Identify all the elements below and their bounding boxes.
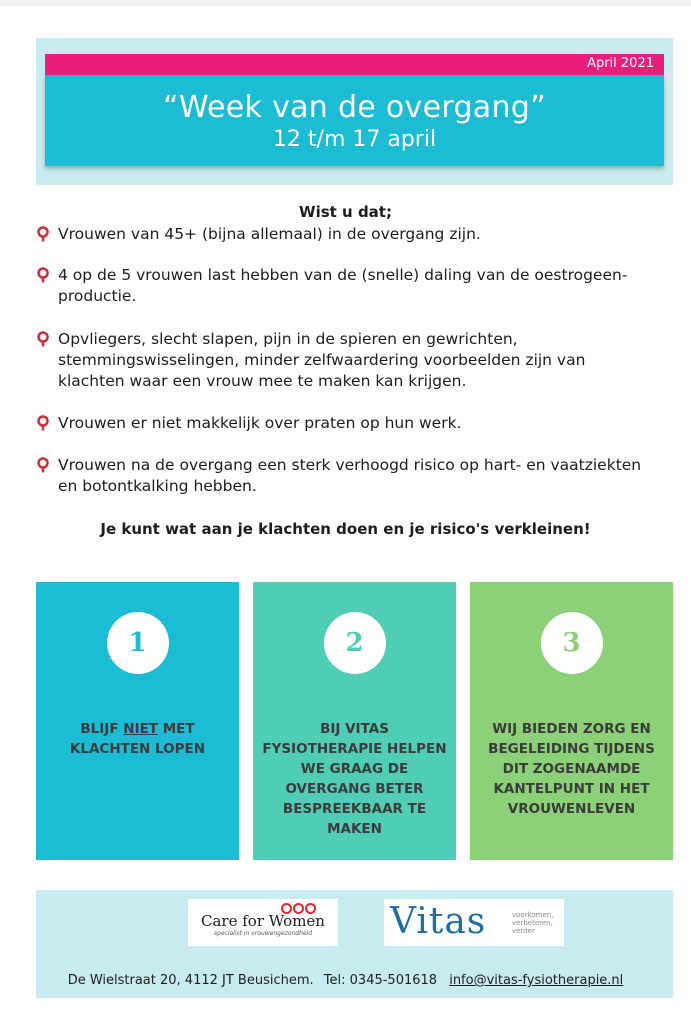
logo-name: Vitas [390, 901, 487, 942]
title-banner [45, 75, 664, 166]
fact-item [36, 329, 656, 392]
step-text-part: BLIJF [80, 721, 124, 737]
logo-slogan: voorkomen, verbeteren, verder [512, 911, 554, 935]
step-card-2 [253, 582, 456, 860]
page-title: “Week van de overgang” [163, 90, 546, 125]
callout-text: Je kunt wat aan je klachten doen en je risico's verkleinen! [100, 520, 591, 538]
date-label: April 2021 [587, 56, 654, 71]
fact-text: Vrouwen er niet makkelijk over praten op hun werk. [58, 414, 462, 432]
care-for-women-logo [188, 899, 338, 946]
contact-line [0, 973, 691, 988]
female-symbol-icon [36, 455, 58, 497]
step-number-badge: 1 [107, 612, 169, 674]
logo-tagline: specialist in vrouwengezondheid [213, 930, 313, 937]
top-strip [0, 0, 691, 6]
female-symbol-icon [36, 265, 58, 307]
fact-text: Opvliegers, slecht slapen, pijn in de spieren en gewrichten, stemmingswisselingen, minder zelfwaardering voorbeelden zijn van klachten waar een vrouw mee te maken kan krijgen. [58, 330, 586, 390]
logo-name: Care for Women [201, 912, 325, 930]
fact-text: Vrouwen van 45+ (bijna allemaal) in de overgang zijn. [58, 225, 481, 243]
female-symbol-icon [36, 413, 58, 434]
fact-item [36, 224, 656, 245]
address: De Wielstraat 20, 4112 JT Beusichem. [67, 973, 314, 988]
female-symbols-icon [188, 899, 338, 913]
step-text-emphasis: NIET [123, 721, 159, 737]
step-text-part: MET KLACHTEN LOPEN [69, 721, 206, 757]
step-card-3 [470, 582, 673, 860]
date-bar [45, 54, 664, 75]
step-text: WIJ BIEDEN ZORG EN BEGELEIDING TIJDENS DIT ZOGENAAMDE KANTELPUNT IN HET VROUWENLEVEN [488, 721, 655, 817]
step-card-1 [36, 582, 239, 860]
step-text [44, 719, 231, 759]
intro-heading: Wist u dat; [299, 203, 392, 221]
female-symbol-icon [36, 224, 58, 245]
fact-item [36, 413, 656, 434]
email-link[interactable]: info@vitas-fysiotherapie.nl [449, 973, 624, 988]
step-number-badge: 2 [324, 612, 386, 674]
fact-text: Vrouwen na de overgang een sterk verhoogd risico op hart- en vaatziekten en botontkalking hebben. [58, 456, 642, 495]
vitas-logo [384, 899, 564, 946]
step-number-badge: 3 [541, 612, 603, 674]
step-text: BIJ VITAS FYSIOTHERAPIE HELPEN WE GRAAG DE OVERGANG BETER BESPREEKBAAR TE MAKEN [262, 721, 447, 837]
fact-item [36, 455, 656, 497]
female-symbol-icon [36, 329, 58, 392]
event-dates: 12 t/m 17 april [272, 127, 437, 152]
phone: Tel: 0345-501618 [323, 973, 438, 988]
fact-text: 4 op de 5 vrouwen last hebben van de (snelle) daling van de oestrogeen-productie. [58, 266, 628, 305]
fact-item [36, 265, 656, 307]
